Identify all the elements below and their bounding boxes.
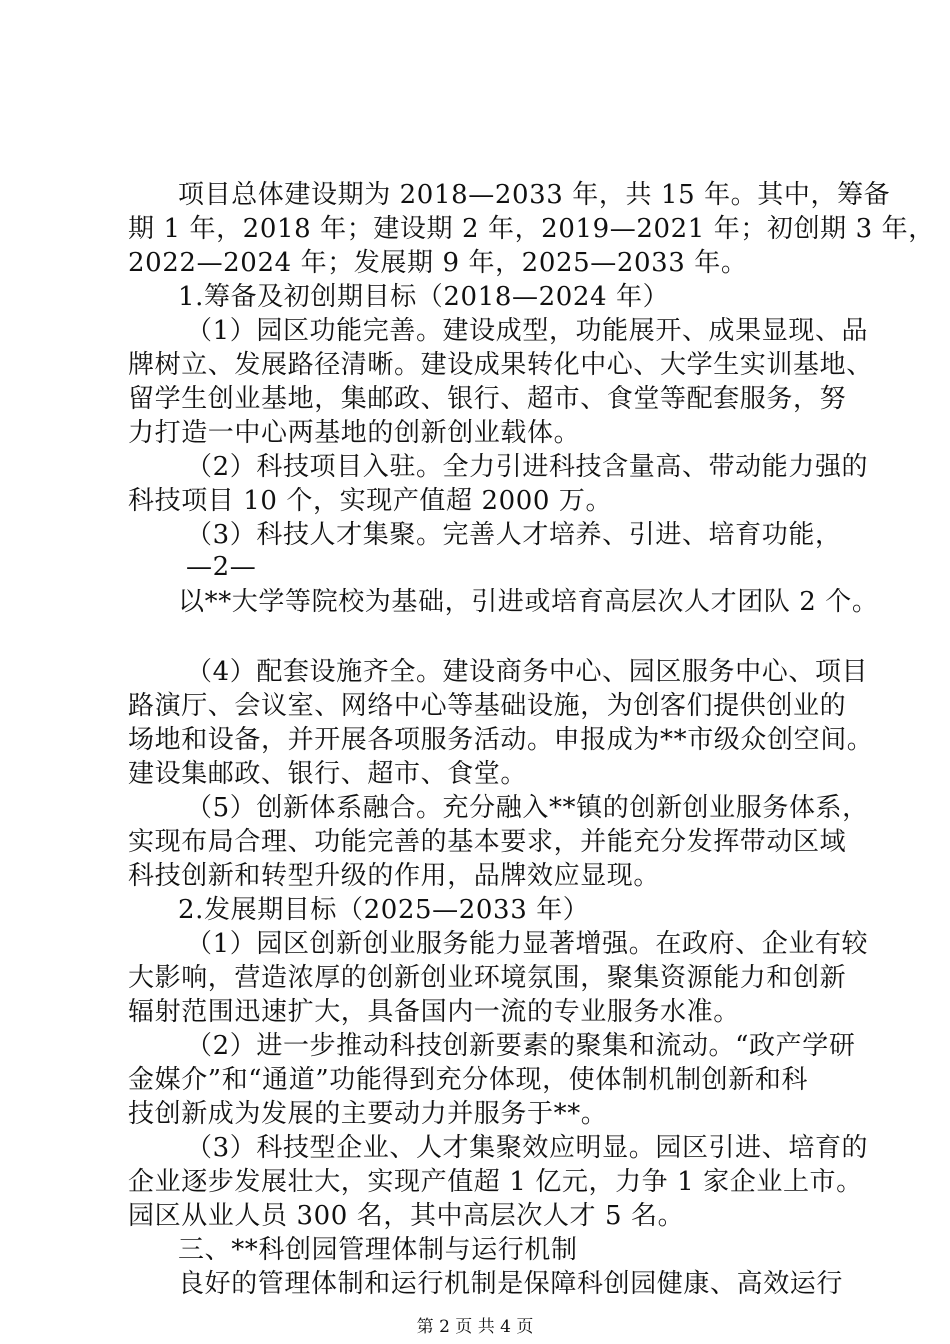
- paragraph-line: （1）园区创新创业服务能力显著增强。在政府、企业有较: [186, 929, 869, 959]
- paragraph-line: （2）进一步推动科技创新要素的聚集和流动。“政产学研: [186, 1031, 856, 1061]
- paragraph-line: 建设集邮政、银行、超市、食堂。: [128, 759, 528, 789]
- paragraph-line: 企业逐步发展壮大，实现产值超 1 亿元，力争 1 家企业上市。: [128, 1167, 863, 1197]
- paragraph-line: （1）园区功能完善。建设成型，功能展开、成果显现、品: [186, 316, 869, 346]
- paragraph-line: （4）配套设施齐全。建设商务中心、园区服务中心、项目: [186, 657, 869, 687]
- paragraph-line: （3）科技人才集聚。完善人才培养、引进、培育功能，: [186, 520, 842, 550]
- paragraph-line: 技创新成为发展的主要动力并服务于**。: [128, 1099, 608, 1129]
- paragraph-line: 项目总体建设期为 2018—2033 年，共 15 年。其中，筹备: [178, 180, 891, 210]
- paragraph-line: 力打造一中心两基地的创新创业载体。: [128, 418, 581, 448]
- page-footer: 第 2 页 共 4 页: [416, 1317, 534, 1337]
- section-heading: 三、**科创园管理体制与运行机制: [178, 1235, 578, 1265]
- paragraph-line: （2）科技项目入驻。全力引进科技含量高、带动能力强的: [186, 452, 869, 482]
- paragraph-line: 辐射范围迅速扩大，具备国内一流的专业服务水准。: [128, 997, 740, 1027]
- paragraph-line: 科技项目 10 个，实现产值超 2000 万。: [128, 486, 613, 516]
- section-heading: 2.发展期目标（2025—2033 年）: [178, 895, 590, 925]
- inner-page-number: —2—: [186, 552, 257, 582]
- paragraph-line: 科技创新和转型升级的作用，品牌效应显现。: [128, 861, 661, 891]
- paragraph-line: 路演厅、会议室、网络中心等基础设施，为创客们提供创业的: [128, 691, 847, 721]
- paragraph-line: 以**大学等院校为基础，引进或培育高层次人才团队 2 个。: [178, 587, 879, 617]
- paragraph-line: 留学生创业基地，集邮政、银行、超市、食堂等配套服务，努: [128, 384, 847, 414]
- paragraph-line: 良好的管理体制和运行机制是保障科创园健康、高效运行: [178, 1269, 844, 1299]
- section-heading: 1.筹备及初创期目标（2018—2024 年）: [178, 282, 670, 312]
- paragraph-line: 2022—2024 年；发展期 9 年，2025—2033 年。: [128, 248, 748, 278]
- paragraph-line: 牌树立、发展路径清晰。建设成果转化中心、大学生实训基地、: [128, 350, 873, 380]
- paragraph-line: （5）创新体系融合。充分融入**镇的创新创业服务体系，: [186, 793, 869, 823]
- paragraph-line: 大影响，营造浓厚的创新创业环境氛围，聚集资源能力和创新: [128, 963, 847, 993]
- paragraph-line: 实现布局合理、功能完善的基本要求，并能充分发挥带动区域: [128, 827, 847, 857]
- paragraph-line: 期 1 年，2018 年；建设期 2 年，2019—2021 年；初创期 3 年，: [128, 214, 935, 244]
- paragraph-line: 金媒介”和“通道”功能得到充分体现，使体制机制创新和科: [128, 1065, 809, 1095]
- paragraph-line: （3）科技型企业、人才集聚效应明显。园区引进、培育的: [186, 1133, 869, 1163]
- paragraph-line: 园区从业人员 300 名，其中高层次人才 5 名。: [128, 1201, 685, 1231]
- paragraph-line: 场地和设备，并开展各项服务活动。申报成为**市级众创空间。: [128, 725, 874, 755]
